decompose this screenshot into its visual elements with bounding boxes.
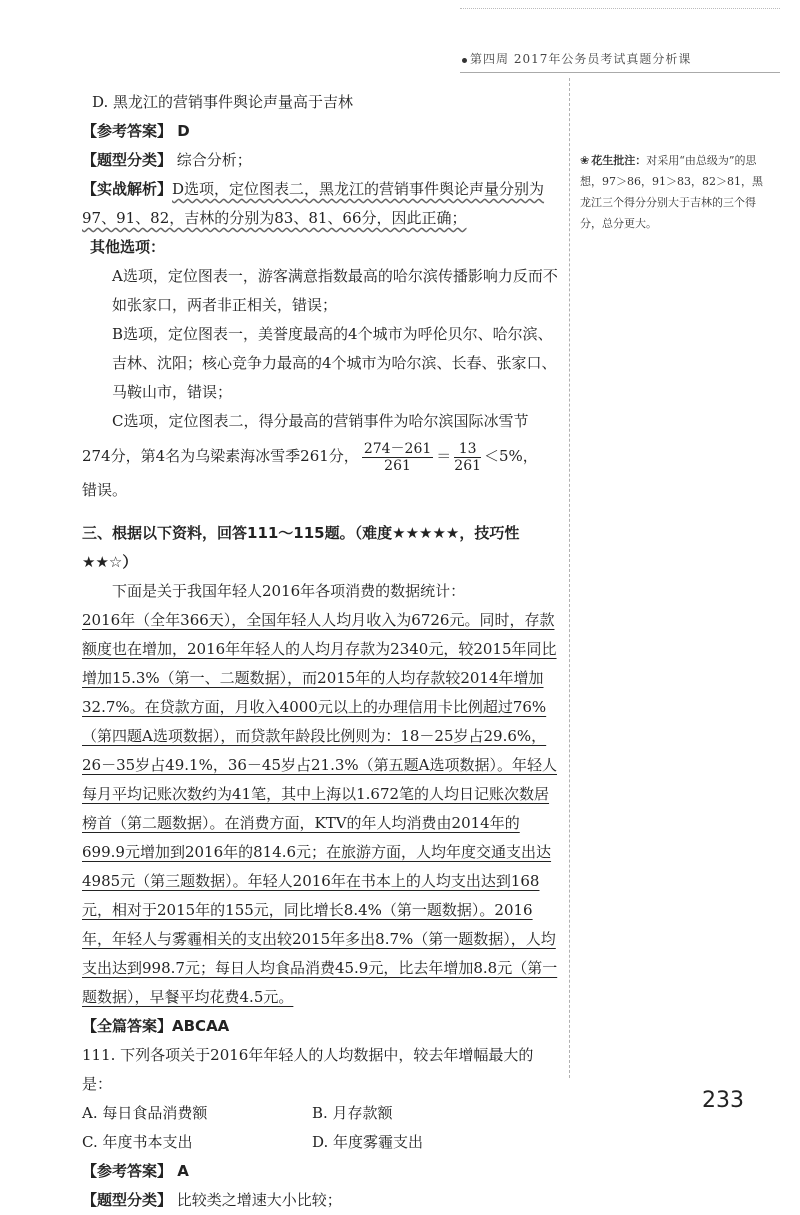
category-line-2 <box>82 1186 562 1215</box>
category-label: 【题型分类】 <box>82 151 173 169</box>
analysis-text: D选项，定位图表二，黑龙江的营销事件舆论声量分别为97、91、82，吉林的分别为83、81、66分，因此正确； <box>82 180 545 227</box>
category-value: 比较类之增速大小比较； <box>176 1191 342 1209</box>
option-d-line: D. 黑龙江的营销事件舆论声量高于吉林 <box>92 93 354 111</box>
option-a-analysis: A选项，定位图表一，游客满意指数最高的哈尔滨传播影响力反而不如张家口，两者非正相关，错误； <box>112 267 558 314</box>
option-c-tail: ＜5%， <box>484 447 538 465</box>
category-label: 【题型分类】 <box>82 1191 173 1209</box>
fraction-1-numerator: 274－261 <box>363 440 432 457</box>
side-note-text: 对采用“由总级为”的思想，97＞86，91＞83，82＞81，黑龙江三个得分分别大于吉林的三个得分，总分更大。 <box>580 154 763 230</box>
top-dotted-rule <box>460 8 780 9</box>
answer-line-1 <box>82 117 562 146</box>
equals-sign: ＝ <box>436 447 452 465</box>
question-111-options <box>82 1099 562 1157</box>
full-answer-label: 【全篇答案】 <box>82 1017 173 1035</box>
flower-icon: ❀ <box>580 154 590 167</box>
side-note-label: 花生批注： <box>591 154 647 167</box>
answer-label: 【参考答案】 <box>82 1162 173 1180</box>
running-title: 第四周 2017年公务员考试真题分析课 <box>470 52 692 66</box>
page-number: 233 <box>702 1088 744 1113</box>
fraction-2-denominator: 261 <box>454 457 482 474</box>
question-111: 111. 下列各项关于2016年年轻人的人均数据中，较去年增幅最大的是： <box>82 1046 534 1093</box>
running-header <box>470 50 770 67</box>
category-value: 综合分析； <box>176 151 252 169</box>
header-bullet-icon <box>462 58 467 63</box>
option-c-analysis-line3: 错误。 <box>82 481 128 499</box>
q111-option-a: A. 每日食品消费额 <box>82 1104 208 1122</box>
answer-label: 【参考答案】 <box>82 122 173 140</box>
full-answer-value: ABCAA <box>172 1017 230 1035</box>
analysis-label: 【实战解析】 <box>82 180 173 198</box>
fraction-1 <box>362 441 433 474</box>
q111-option-c: C. 年度书本支出 <box>82 1133 193 1151</box>
q111-option-d: D. 年度雾霾支出 <box>312 1133 424 1151</box>
option-c-text: 274分，第4名为乌梁素海冰雪季261分， <box>82 447 359 465</box>
full-answer-line <box>82 1012 562 1041</box>
fraction-2-numerator: 13 <box>454 441 481 458</box>
main-column <box>82 88 562 1215</box>
category-line-1 <box>82 146 562 175</box>
margin-divider <box>569 78 570 1078</box>
material-paragraph: 2016年（全年366天），全国年轻人人均月收入为6726元。同时，存款额度也在增加，2016年年轻人的人均月存款为2340元，较2015年同比增加15.3%（第一、二题数据），而2015年的人均存款较2014年增加32.7%。在贷款方面，月收入4000元以上的办理信用卡比例超过76%（第四题A选项数据），而贷款年龄段比例则为：18－25岁占29.6%，26－35岁占49.1%，36－45岁占21.3%（第五题A选项数据）。年轻人每月平均记账次数约为41笔，其中上海以1.672笔的人均日记账次数居榜首（第二题数据）。在消费方面，KTV的年人均消费由2014年的699.9元增加到2016年的814.6元；在旅游方面，人均年度交通支出达4985元（第三题数据）。年轻人2016年在书本上的人均支出达到168元，相对于2015年的155元，同比增长8.4%（第一题数据）。2016年，年轻人与雾霾相关的支出较2015年多出8.7%（第一题数据），人均支出达到998.7元；每日人均食品消费45.9元，比去年增加8.8元（第一题数据），早餐平均花费4.5元。 <box>82 611 558 1006</box>
option-c-analysis-line1: C选项，定位图表二，得分最高的营销事件为哈尔滨国际冰雪节 <box>112 412 529 430</box>
option-b-analysis: B选项，定位图表一，美誉度最高的4个城市为呼伦贝尔、哈尔滨、吉林、沈阳；核心竞争力最高的4个城市为哈尔滨、长春、张家口、马鞍山市，错误； <box>112 325 557 401</box>
answer-value: A <box>177 1162 189 1180</box>
other-options-label: 其他选项： <box>90 238 166 256</box>
fraction-1-denominator: 261 <box>384 457 411 474</box>
analysis-paragraph <box>82 175 562 233</box>
q111-option-b: B. 月存款额 <box>312 1104 393 1122</box>
section-title: 三、根据以下资料，回答111～115题。（难度★★★★★，技巧性★★☆） <box>82 524 520 571</box>
option-c-analysis-line2 <box>82 436 562 476</box>
material-intro: 下面是关于我国年轻人2016年各项消费的数据统计： <box>112 582 466 600</box>
side-annotation <box>580 150 770 234</box>
answer-line-2 <box>82 1157 562 1186</box>
answer-value: D <box>177 122 190 140</box>
header-rule <box>460 72 780 73</box>
fraction-2 <box>454 441 481 474</box>
